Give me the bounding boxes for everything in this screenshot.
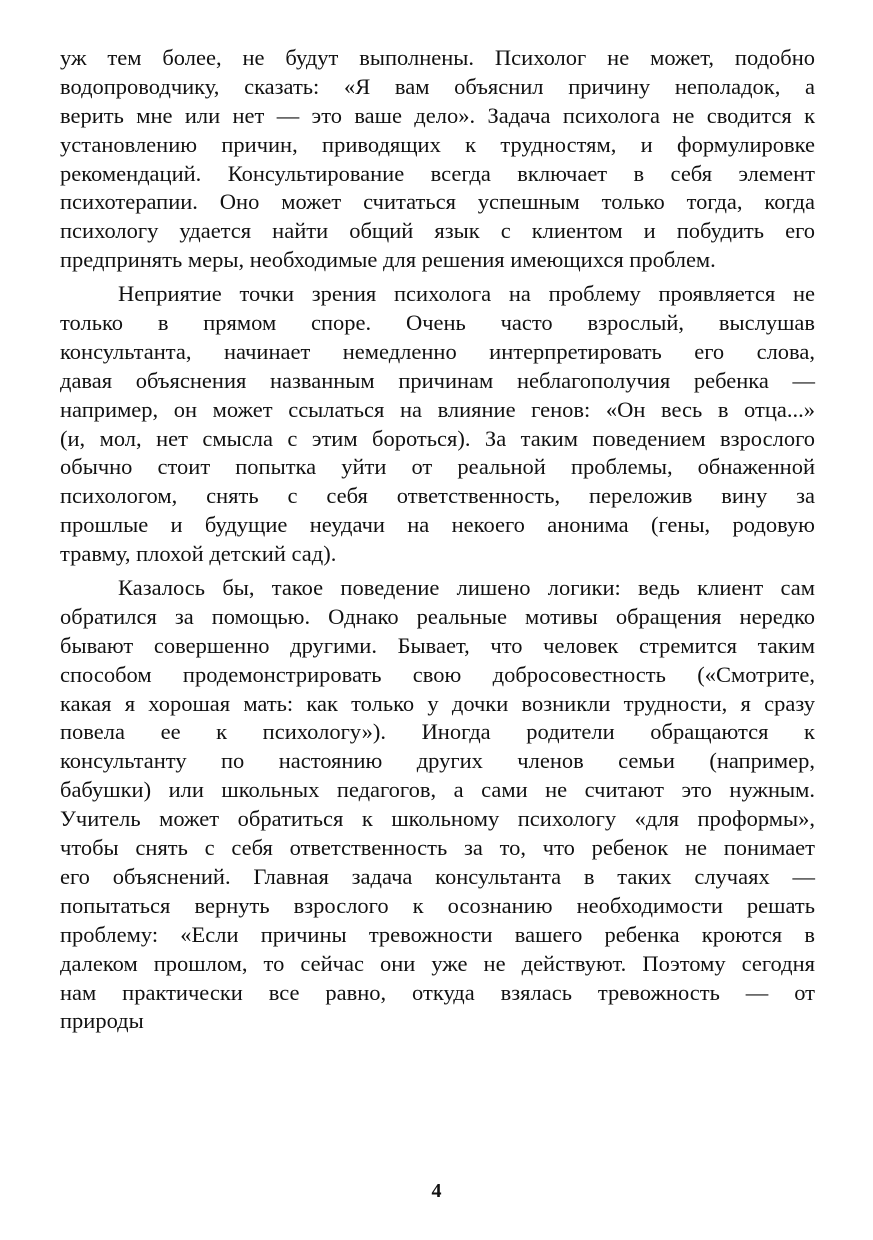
text-line: установлению причин, приводящих к трудностям, и формулировке (60, 131, 815, 157)
text-line: нам практически все равно, откуда взялась тревожность — от (60, 979, 815, 1005)
text-line: консультанту по настоянию других членов семьи (например, (60, 748, 815, 774)
paragraph (60, 44, 815, 275)
text-line: обычно стоит попытка уйти от реальной проблемы, обнаженной (60, 454, 815, 480)
page-number: 4 (431, 1180, 442, 1202)
paragraph (60, 280, 815, 569)
document-body (60, 44, 815, 1041)
text-line: Неприятие точки зрения психолога на проблему проявляется не (118, 281, 815, 307)
text-line: способом продемонстрировать свою добросовестность («Смотрите, (60, 661, 815, 687)
text-line: Учитель может обратиться к школьному психологу «для проформы», (60, 806, 815, 832)
text-line: консультанта, начинает немедленно интерпретировать его слова, (60, 338, 815, 364)
text-line: уж тем более, не будут выполнены. Психолог не может, подобно (60, 45, 815, 70)
text-line: чтобы снять с себя ответственность за то, что ребенок не понимает (60, 835, 815, 861)
text-line: только в прямом споре. Очень часто взрослый, выслушав (60, 310, 815, 336)
text-line: попытаться вернуть взрослого к осознанию необходимости решать (60, 892, 815, 918)
text-line: верить мне или нет — это ваше дело». Задача психолога не сводится к (60, 102, 815, 128)
text-line: (и, мол, нет смысла с этим бороться). За таким поведением взрослого (60, 425, 815, 451)
text-line: психотерапии. Оно может считаться успешным только тогда, когда (60, 189, 815, 215)
text-line: психологу удается найти общий язык с клиентом и побудить его (60, 218, 815, 244)
text-line: прошлые и будущие неудачи на некоего анонима (гены, родовую (60, 512, 815, 538)
text-line: обратился за помощью. Однако реальные мотивы обращения нередко (60, 603, 815, 629)
text-line: водопроводчику, сказать: «Я вам объяснил причину неполадок, а (60, 73, 815, 99)
text-line: его объяснений. Главная задача консультанта в таких случаях — (60, 863, 815, 889)
text-line: природы (60, 1008, 144, 1034)
text-line: бабушки) или школьных педагогов, а сами не считают это нужным. (60, 777, 815, 803)
text-line: какая я хорошая мать: как только у дочки возникли трудности, я сразу (60, 690, 815, 716)
text-line: предпринять меры, необходимые для решения имеющихся проблем. (60, 247, 716, 273)
text-line: давая объяснения названным причинам неблагополучия ребенка — (60, 367, 815, 393)
text-line: психологом, снять с себя ответственность, переложив вину за (60, 483, 815, 509)
text-line: далеком прошлом, то сейчас они уже не действуют. Поэтому сегодня (60, 950, 815, 976)
text-line: проблему: «Если причины тревожности вашего ребенка кроются в (60, 921, 815, 947)
text-line: повела ее к психологу»). Иногда родители обращаются к (60, 719, 815, 745)
text-line: бывают совершенно другими. Бывает, что человек стремится таким (60, 632, 815, 658)
text-line: например, он может ссылаться на влияние генов: «Он весь в отца...» (60, 396, 815, 422)
paragraph (60, 574, 815, 1036)
text-line: травму, плохой детский сад). (60, 541, 337, 567)
text-line: Казалось бы, такое поведение лишено логики: ведь клиент сам (118, 575, 815, 601)
text-line: рекомендаций. Консультирование всегда включает в себя элемент (60, 160, 815, 186)
